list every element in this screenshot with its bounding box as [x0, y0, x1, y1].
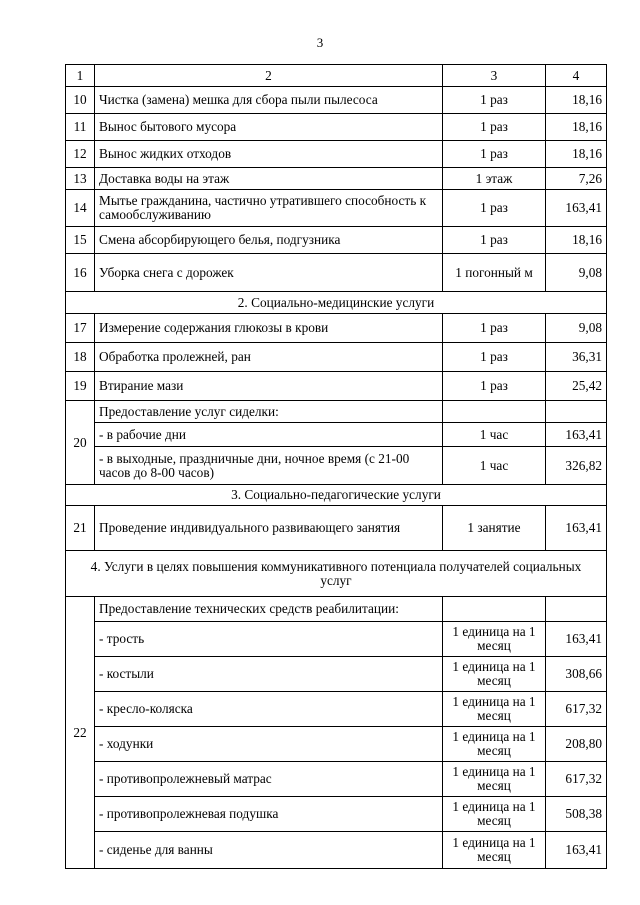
row-number: 19	[66, 372, 95, 401]
row-number: 11	[66, 114, 95, 141]
table-row	[66, 506, 607, 551]
unit: 1 единица на 1 месяц	[443, 832, 546, 869]
table-row	[66, 87, 607, 114]
price: 163,41	[546, 506, 607, 551]
row-number: 17	[66, 314, 95, 343]
table-row	[66, 597, 607, 622]
table-row	[66, 227, 607, 254]
price: 617,32	[546, 762, 607, 797]
service-name: Смена абсорбирующего белья, подгузника	[95, 227, 443, 254]
price: 25,42	[546, 372, 607, 401]
unit: 1 единица на 1 месяц	[443, 762, 546, 797]
table-row	[66, 797, 607, 832]
unit: 1 этаж	[443, 168, 546, 190]
service-name: Втирание мази	[95, 372, 443, 401]
table-row	[66, 622, 607, 657]
unit: 1 единица на 1 месяц	[443, 657, 546, 692]
price: 163,41	[546, 190, 607, 227]
service-name: - сиденье для ванны	[95, 832, 443, 869]
section-row	[66, 485, 607, 506]
table-row	[66, 141, 607, 168]
table-row	[66, 657, 607, 692]
unit: 1 погонный м	[443, 254, 546, 292]
row-number: 12	[66, 141, 95, 168]
service-name: - в рабочие дни	[95, 423, 443, 447]
price: 18,16	[546, 114, 607, 141]
table-row	[66, 190, 607, 227]
group-title: Предоставление услуг сиделки:	[95, 401, 443, 423]
table-row	[66, 727, 607, 762]
unit: 1 раз	[443, 372, 546, 401]
price: 326,82	[546, 447, 607, 485]
row-number: 16	[66, 254, 95, 292]
price: 18,16	[546, 141, 607, 168]
unit: 1 час	[443, 423, 546, 447]
service-name: - противопролежневый матрас	[95, 762, 443, 797]
price: 163,41	[546, 622, 607, 657]
row-number: 18	[66, 343, 95, 372]
header-row	[66, 65, 607, 87]
price: 36,31	[546, 343, 607, 372]
table-row	[66, 401, 607, 423]
table-row	[66, 692, 607, 727]
header-cell: 4	[546, 65, 607, 87]
row-number: 10	[66, 87, 95, 114]
table-row	[66, 372, 607, 401]
price: 18,16	[546, 227, 607, 254]
unit: 1 единица на 1 месяц	[443, 622, 546, 657]
price: 7,26	[546, 168, 607, 190]
unit: 1 единица на 1 месяц	[443, 692, 546, 727]
price: 18,16	[546, 87, 607, 114]
service-name: Проведение индивидуального развивающего занятия	[95, 506, 443, 551]
unit: 1 занятие	[443, 506, 546, 551]
service-name: - ходунки	[95, 727, 443, 762]
unit: 1 раз	[443, 227, 546, 254]
service-name: Обработка пролежней, ран	[95, 343, 443, 372]
price: 163,41	[546, 423, 607, 447]
unit: 1 раз	[443, 190, 546, 227]
row-number: 20	[66, 401, 95, 485]
unit: 1 раз	[443, 141, 546, 168]
section-row	[66, 292, 607, 314]
header-cell: 1	[66, 65, 95, 87]
row-number: 22	[66, 597, 95, 869]
service-name: Мытье гражданина, частично утратившего способность к самообслуживанию	[95, 190, 443, 227]
service-name: Уборка снега с дорожек	[95, 254, 443, 292]
table-row	[66, 114, 607, 141]
table-row	[66, 832, 607, 869]
table-row	[66, 314, 607, 343]
price: 208,80	[546, 727, 607, 762]
header-cell: 2	[95, 65, 443, 87]
unit: 1 единица на 1 месяц	[443, 727, 546, 762]
unit: 1 единица на 1 месяц	[443, 797, 546, 832]
service-name: Доставка воды на этаж	[95, 168, 443, 190]
table-row	[66, 423, 607, 447]
row-number: 21	[66, 506, 95, 551]
table-row	[66, 254, 607, 292]
table-row	[66, 762, 607, 797]
services-table	[65, 64, 607, 869]
price: 508,38	[546, 797, 607, 832]
section-title: 3. Социально-педагогические услуги	[66, 485, 607, 506]
service-name: Вынос бытового мусора	[95, 114, 443, 141]
row-number: 13	[66, 168, 95, 190]
service-name: - костыли	[95, 657, 443, 692]
group-title: Предоставление технических средств реабилитации:	[95, 597, 443, 622]
page-number: 3	[316, 35, 324, 50]
section-title: 2. Социально-медицинские услуги	[66, 292, 607, 314]
service-name: Вынос жидких отходов	[95, 141, 443, 168]
service-name: - трость	[95, 622, 443, 657]
unit: 1 раз	[443, 343, 546, 372]
service-name: - кресло-коляска	[95, 692, 443, 727]
price: 617,32	[546, 692, 607, 727]
table-row	[66, 168, 607, 190]
service-name: Измерение содержания глюкозы в крови	[95, 314, 443, 343]
service-name: - в выходные, праздничные дни, ночное время (с 21-00 часов до 8-00 часов)	[95, 447, 443, 485]
service-name: Чистка (замена) мешка для сбора пыли пылесоса	[95, 87, 443, 114]
unit: 1 раз	[443, 114, 546, 141]
table-row	[66, 447, 607, 485]
price: 9,08	[546, 314, 607, 343]
unit: 1 раз	[443, 314, 546, 343]
unit: 1 раз	[443, 87, 546, 114]
unit: 1 час	[443, 447, 546, 485]
row-number: 14	[66, 190, 95, 227]
table-row	[66, 343, 607, 372]
section-row	[66, 551, 607, 597]
price: 163,41	[546, 832, 607, 869]
price: 9,08	[546, 254, 607, 292]
row-number: 15	[66, 227, 95, 254]
price: 308,66	[546, 657, 607, 692]
header-cell: 3	[443, 65, 546, 87]
service-name: - противопролежневая подушка	[95, 797, 443, 832]
section-title: 4. Услуги в целях повышения коммуникативного потенциала получателей социальных услуг	[66, 551, 607, 597]
